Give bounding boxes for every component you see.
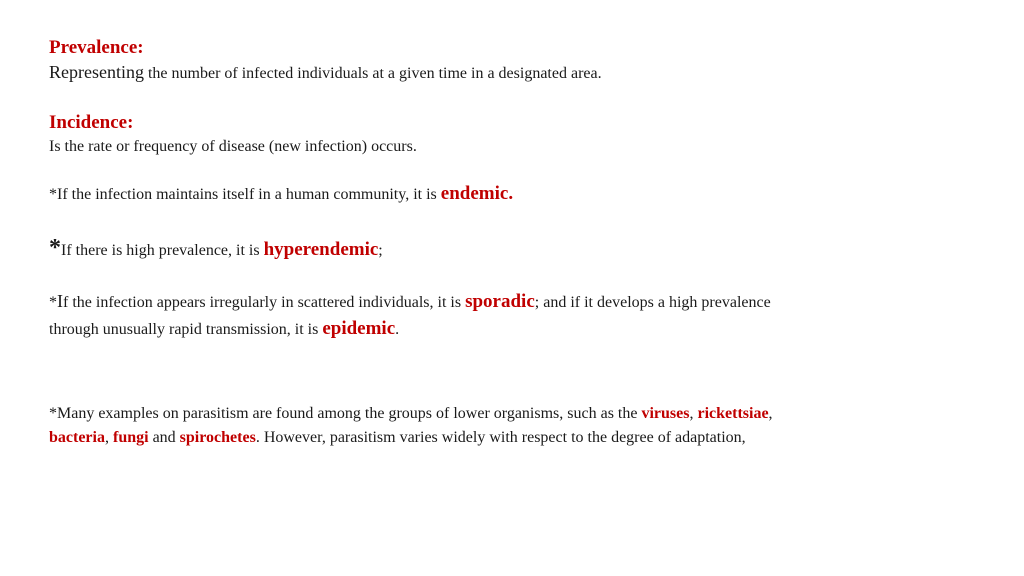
sep-4: and [148, 429, 180, 446]
endemic-prefix: *If the infection maintains itself in a human community, it is [49, 186, 441, 203]
term-viruses: viruses [641, 405, 690, 422]
sporadic-section [49, 288, 949, 343]
endemic-line [49, 182, 513, 207]
term-bacteria: bacteria [49, 429, 105, 446]
parasitism-prefix: *Many examples on parasitism are found among the groups of lower organisms, such as the [49, 405, 642, 422]
epidemic-prefix: through unusually rapid transmission, it is [49, 321, 323, 338]
hyperendemic-section [49, 236, 383, 263]
sporadic-middle: ; and if it develops a high prevalence [534, 294, 771, 311]
endemic-section [49, 182, 513, 207]
prevalence-definition [49, 60, 602, 86]
sep-1: , [689, 405, 698, 422]
incidence-heading: Incidence: [49, 112, 134, 133]
hyperendemic-line [49, 236, 383, 263]
epidemic-line [49, 316, 949, 343]
hyperendemic-term: hyperendemic [263, 239, 379, 260]
endemic-term: endemic [440, 183, 509, 204]
sporadic-star: * [49, 294, 57, 311]
parasitism-section [49, 402, 949, 450]
parasitism-paragraph [49, 402, 949, 450]
epidemic-suffix: . [395, 321, 400, 338]
incidence-definition: Is the rate or frequency of disease (new infection) occurs. [49, 138, 417, 155]
sporadic-line [49, 288, 949, 343]
prevalence-text: the number of infected individuals at a given time in a designated area. [143, 65, 602, 82]
sporadic-term: sporadic [465, 291, 535, 312]
prevalence-section [49, 36, 602, 86]
hyperendemic-star: * [49, 235, 61, 261]
epidemic-term: epidemic [322, 318, 396, 339]
endemic-suffix: . [508, 183, 514, 204]
term-rickettsiae: rickettsiae [697, 405, 769, 422]
term-fungi: fungi [112, 429, 149, 446]
sporadic-cap: I [57, 291, 63, 311]
parasitism-suffix: . However, parasitism varies widely with respect to the degree of adaptation, [255, 429, 746, 446]
term-spirochetes: spirochetes [179, 429, 256, 446]
sporadic-prefix: f the infection appears irregularly in scattered individuals, it is [63, 294, 466, 311]
sep-2: , [768, 405, 773, 422]
sep-3: , [104, 429, 113, 446]
hyperendemic-prefix: If there is high prevalence, it is [61, 242, 264, 259]
prevalence-heading: Prevalence: [49, 37, 144, 58]
incidence-section [49, 111, 417, 159]
prevalence-lead-word: Representing [49, 62, 144, 82]
hyperendemic-suffix: ; [378, 242, 383, 259]
